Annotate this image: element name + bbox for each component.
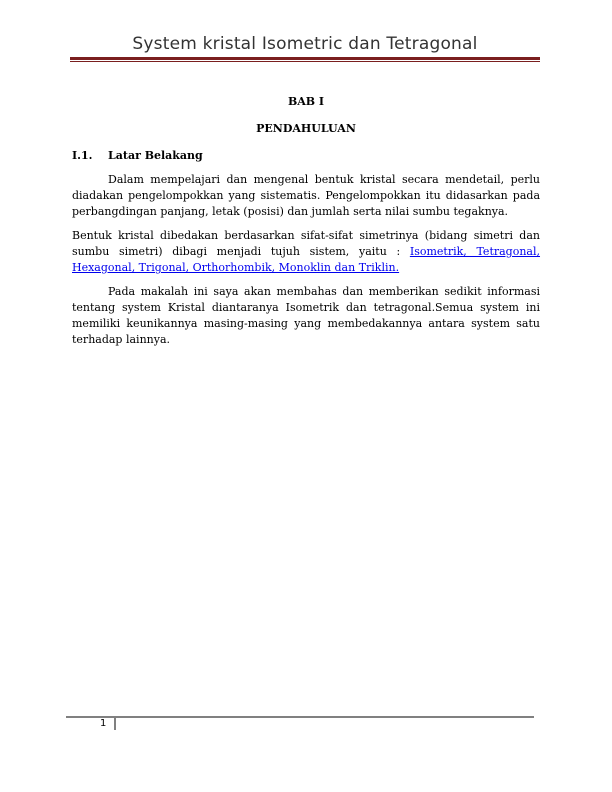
chapter-label: BAB I (287, 95, 325, 108)
footer-divider (114, 716, 116, 730)
header-rule (70, 57, 540, 60)
footer-rule (66, 716, 534, 718)
paragraph-1: Dalam mempelajari dan mengenal bentuk kristal secara mendetail, perlu diadakan pengelompokkan yang sistematis. Pengelompokkan itu didasarkan pada perbangdingan panjang, letak (posisi) dan jumlah serta nilai sumbu tegaknya. (72, 173, 540, 218)
section-number: I.1. (72, 149, 93, 162)
section-heading (72, 148, 540, 164)
chapter-title: PENDAHULUAN (256, 122, 356, 135)
page-number: 1 (100, 718, 107, 729)
paragraph-2 (72, 228, 540, 276)
header-rule-thin (70, 61, 540, 62)
paragraph-2-text: Bentuk kristal dibedakan berdasarkan sifat-sifat simetrinya (bidang simetri dan sumbu simetri) dibagi menjadi tujuh sistem, yaitu : (72, 229, 540, 258)
paragraph-3: Pada makalah ini saya akan membahas dan memberikan sedikit informasi tentang system Kristal diantaranya Isometrik dan tetragonal.Semua system ini memiliki keunikannya masing-masing yang membedakannya antara system satu terhadap lainnya. (72, 285, 540, 346)
crystal-systems-link[interactable]: Isometrik, Tetragonal, Hexagonal, Trigonal, Orthorhombik, Monoklin dan Triklin. (72, 245, 541, 274)
document-body (72, 94, 540, 348)
page-header-title: System kristal Isometric dan Tetragonal (132, 34, 478, 54)
section-title: Latar Belakang (108, 149, 203, 162)
